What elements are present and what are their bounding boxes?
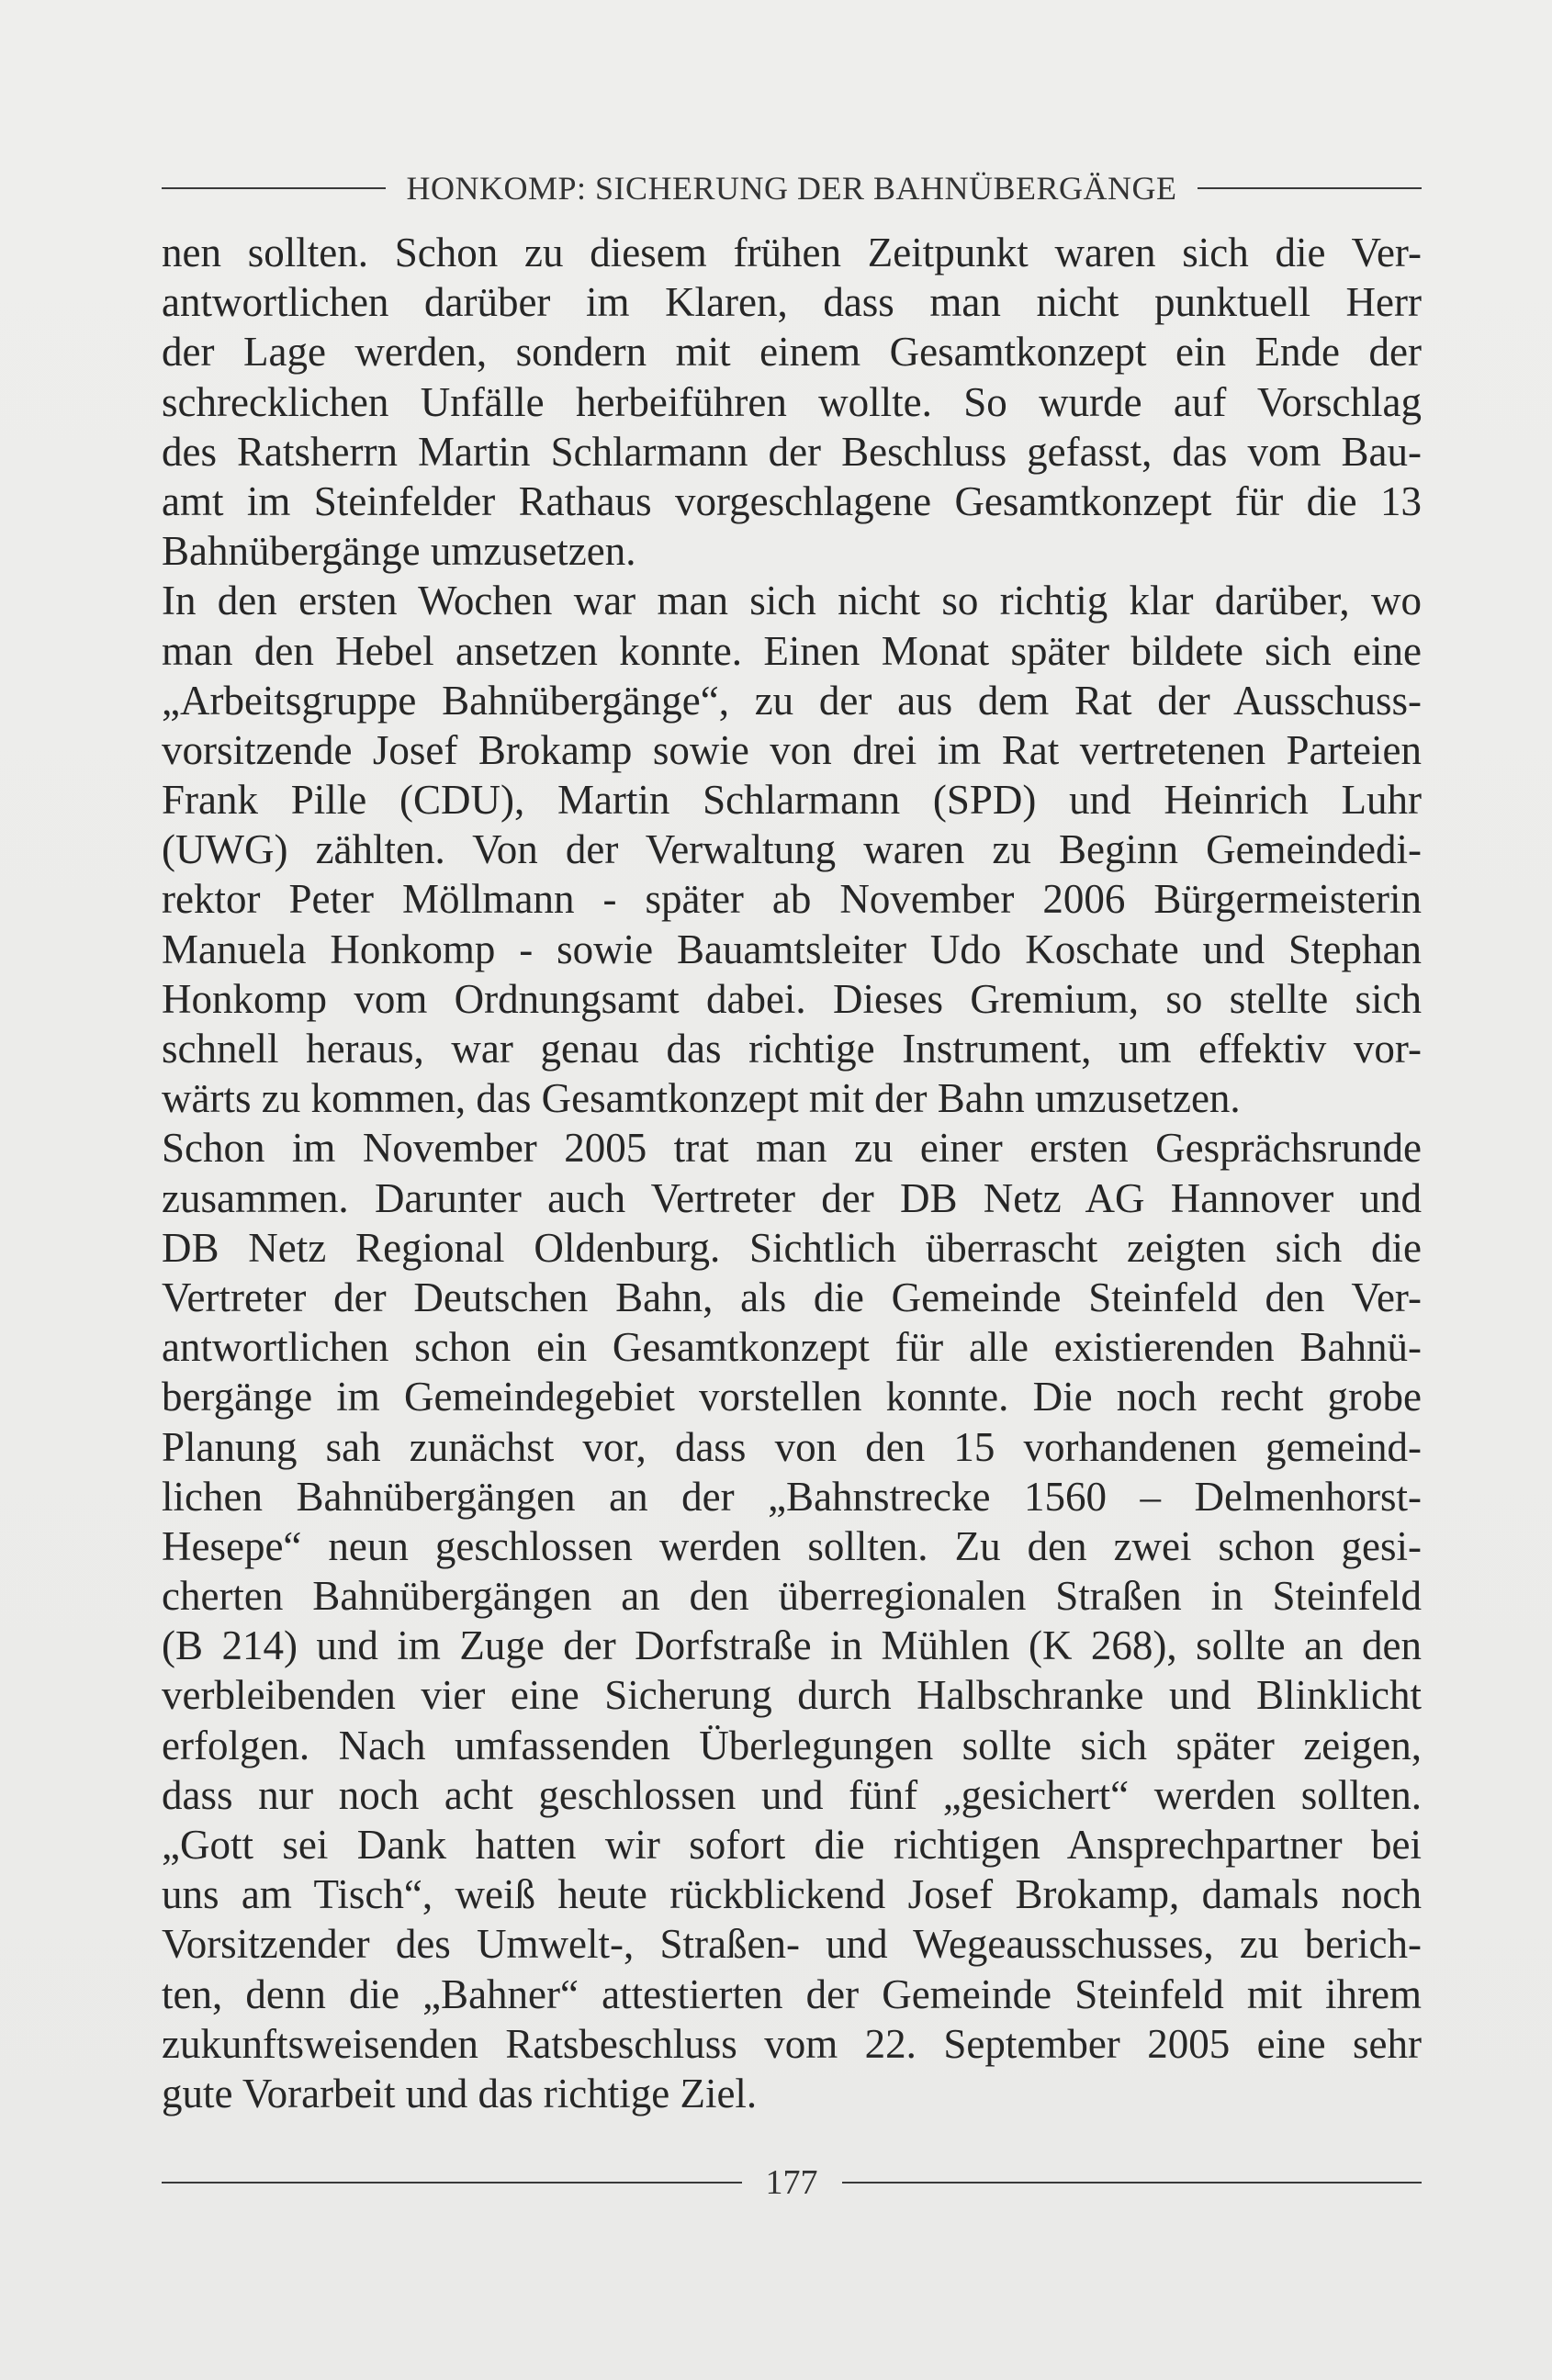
running-head-title: HONKOMP: SICHERUNG DER BAHNÜBERGÄNGE: [406, 170, 1177, 207]
text-line: antwortlichen darüber im Klaren, dass man nicht punktuell Herr: [162, 279, 1422, 326]
text-line: cherten Bahnübergängen an den überregionalen Straßen in Steinfeld: [162, 1573, 1422, 1620]
text-line: Hesepe“ neun geschlossen werden sollten. Zu den zwei schon gesi-: [162, 1522, 1422, 1569]
text-line: schnell heraus, war genau das richtige Instrument, um effektiv vor-: [162, 1026, 1422, 1072]
text-line: man den Hebel ansetzen konnte. Einen Monat später bildete sich eine: [162, 627, 1422, 674]
text-line: des Ratsherrn Martin Schlarmann der Beschluss gefasst, das vom Bau-: [162, 428, 1422, 475]
text-line: Schon im November 2005 trat man zu einer ersten Gesprächsrunde: [162, 1125, 1422, 1172]
body-text: [162, 228, 1422, 2118]
text-line: amt im Steinfelder Rathaus vorgeschlagene Gesamtkonzept für die 13: [162, 477, 1422, 524]
text-line: Bahnübergänge umzusetzen.: [162, 528, 636, 575]
page-number: 177: [765, 2163, 818, 2202]
text-line: Honkomp vom Ordnungsamt dabei. Dieses Gremium, so stellte sich: [162, 975, 1422, 1022]
text-line: Vorsitzender des Umwelt-, Straßen- und Wegeausschusses, zu berich-: [162, 1921, 1422, 1968]
text-line: wärts zu kommen, das Gesamtkonzept mit der Bahn umzusetzen.: [162, 1075, 1241, 1122]
footer-rule-right: [842, 2182, 1423, 2184]
text-line: (UWG) zählten. Von der Verwaltung waren zu Beginn Gemeindedi-: [162, 826, 1422, 873]
text-line: schrecklichen Unfälle herbeiführen wollte. So wurde auf Vorschlag: [162, 378, 1422, 425]
text-line: Vertreter der Deutschen Bahn, als die Gemeinde Steinfeld den Ver-: [162, 1274, 1422, 1320]
text-line: der Lage werden, sondern mit einem Gesamtkonzept ein Ende der: [162, 329, 1422, 376]
text-line: vorsitzende Josef Brokamp sowie von drei im Rat vertretenen Parteien: [162, 726, 1422, 773]
text-line: erfolgen. Nach umfassenden Überlegungen sollte sich später zeigen,: [162, 1722, 1422, 1768]
text-line: rektor Peter Möllmann - später ab November 2006 Bürgermeisterin: [162, 876, 1422, 923]
text-line: dass nur noch acht geschlossen und fünf „gesichert“ werden sollten.: [162, 1771, 1422, 1818]
text-line: uns am Tisch“, weiß heute rückblickend Josef Brokamp, damals noch: [162, 1871, 1422, 1918]
running-head-rule-left: [162, 187, 386, 189]
text-line: lichen Bahnübergängen an der „Bahnstrecke 1560 – Delmenhorst-: [162, 1473, 1422, 1520]
text-line: Frank Pille (CDU), Martin Schlarmann (SPD) und Heinrich Luhr: [162, 777, 1422, 824]
text-line: ten, denn die „Bahner“ attestierten der Gemeinde Steinfeld mit ihrem: [162, 1970, 1422, 2017]
text-line: DB Netz Regional Oldenburg. Sichtlich überrascht zeigten sich die: [162, 1224, 1422, 1271]
text-line: Planung sah zunächst vor, dass von den 15 vorhandenen gemeind-: [162, 1423, 1422, 1470]
text-line: gute Vorarbeit und das richtige Ziel.: [162, 2070, 758, 2116]
text-line: nen sollten. Schon zu diesem frühen Zeitpunkt waren sich die Ver-: [162, 230, 1422, 275]
text-line: zukunftsweisenden Ratsbeschluss vom 22. September 2005 eine sehr: [162, 2020, 1422, 2067]
page-footer: [162, 2160, 1422, 2206]
text-line: zusammen. Darunter auch Vertreter der DB Netz AG Hannover und: [162, 1174, 1422, 1221]
text-line: „Gott sei Dank hatten wir sofort die richtigen Ansprechpartner bei: [162, 1822, 1422, 1868]
text-line: In den ersten Wochen war man sich nicht so richtig klar darüber, wo: [162, 578, 1422, 624]
running-head-rule-right: [1198, 187, 1422, 189]
running-head: [162, 165, 1422, 211]
text-line: Manuela Honkomp - sowie Bauamtsleiter Udo Koschate und Stephan: [162, 926, 1422, 972]
text-line: antwortlichen schon ein Gesamtkonzept für alle existierenden Bahnü-: [162, 1324, 1422, 1371]
text-line: (B 214) und im Zuge der Dorfstraße in Mühlen (K 268), sollte an den: [162, 1622, 1422, 1669]
text-line: „Arbeitsgruppe Bahnübergänge“, zu der aus dem Rat der Ausschuss-: [162, 677, 1422, 724]
footer-rule-left: [162, 2182, 742, 2184]
text-line: verbleibenden vier eine Sicherung durch Halbschranke und Blinklicht: [162, 1672, 1422, 1719]
text-line: bergänge im Gemeindegebiet vorstellen konnte. Die noch recht grobe: [162, 1374, 1422, 1420]
